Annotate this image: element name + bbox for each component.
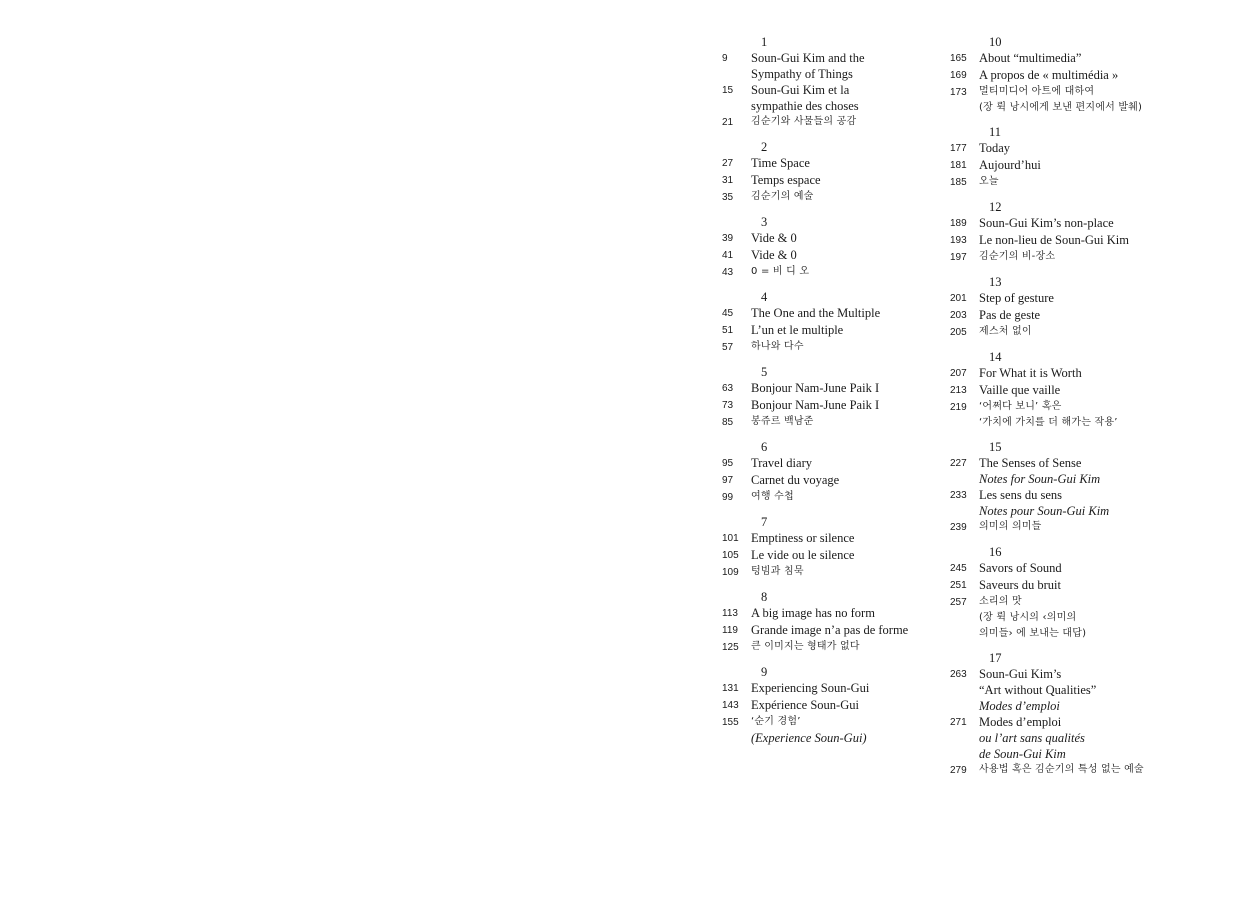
toc-section xyxy=(950,349,1244,431)
page-number: 279 xyxy=(950,765,967,776)
page-number: 73 xyxy=(722,400,734,411)
toc-entry[interactable] xyxy=(950,594,1244,642)
toc-entry[interactable] xyxy=(950,324,1244,341)
title-line: Vide & 0 xyxy=(751,248,797,262)
page-number: 125 xyxy=(722,642,739,653)
title-line: Bonjour Nam-June Paik I xyxy=(751,381,880,395)
entry-title xyxy=(979,249,1244,265)
title-line: ‘가치에 가치를 더 해가는 작용’ xyxy=(979,417,1118,428)
toc-entry[interactable] xyxy=(950,50,1244,67)
toc-entry[interactable] xyxy=(950,232,1244,249)
entry-title xyxy=(979,140,1244,156)
toc-entry[interactable] xyxy=(950,84,1244,116)
section-number: 15 xyxy=(989,440,1002,454)
page-number: 119 xyxy=(722,625,738,636)
section-number: 16 xyxy=(989,545,1002,559)
page-number: 27 xyxy=(722,158,734,169)
toc-entry[interactable] xyxy=(950,174,1244,191)
page-number: 39 xyxy=(722,233,734,244)
toc-entry[interactable] xyxy=(950,382,1244,399)
page-number: 109 xyxy=(722,567,739,578)
page-number: 51 xyxy=(722,325,734,336)
page-number: 227 xyxy=(950,458,967,469)
title-line: Modes d’emploi xyxy=(979,715,1062,729)
title-line: A propos de « multimédia » xyxy=(979,68,1119,82)
page-number: 251 xyxy=(950,580,967,591)
toc-entry[interactable] xyxy=(950,455,1244,487)
toc-entry[interactable] xyxy=(950,399,1244,431)
page-number: 155 xyxy=(722,717,739,728)
section-number: 1 xyxy=(761,35,768,49)
entry-title xyxy=(979,215,1244,231)
section-number: 6 xyxy=(761,440,768,454)
toc-section xyxy=(950,274,1244,341)
title-line: About “multimedia” xyxy=(979,51,1082,65)
page-number: 181 xyxy=(950,160,967,171)
title-line: The One and the Multiple xyxy=(751,306,881,320)
toc-entry[interactable] xyxy=(950,560,1244,577)
page-number: 97 xyxy=(722,475,734,486)
section-number: 8 xyxy=(761,590,768,604)
entry-title xyxy=(979,560,1244,576)
title-line: Le non-lieu de Soun-Gui Kim xyxy=(979,233,1129,247)
toc-entry[interactable] xyxy=(950,762,1244,779)
toc-entry[interactable] xyxy=(950,714,1244,762)
entry-title xyxy=(979,399,1244,431)
title-line: Carnet du voyage xyxy=(751,473,840,487)
title-line: Saveurs du bruit xyxy=(979,578,1061,592)
title-line: Soun-Gui Kim and the xyxy=(751,51,865,65)
section-number: 3 xyxy=(761,215,768,229)
toc-entry[interactable] xyxy=(950,157,1244,174)
toc-entry[interactable] xyxy=(950,519,1244,536)
entry-title xyxy=(979,67,1244,83)
page-number: 193 xyxy=(950,235,967,246)
page-number: 95 xyxy=(722,458,734,469)
page-number: 203 xyxy=(950,310,967,321)
section-number: 14 xyxy=(989,350,1002,364)
entry-title xyxy=(979,594,1244,642)
section-number: 10 xyxy=(989,35,1002,49)
title-line: A big image has no form xyxy=(751,606,875,620)
entry-title xyxy=(979,519,1244,535)
page-number: 43 xyxy=(722,267,734,278)
title-line: Experiencing Soun-Gui xyxy=(751,681,870,695)
page-number: 165 xyxy=(950,53,967,64)
toc-section xyxy=(950,439,1244,536)
title-line: Time Space xyxy=(751,156,810,170)
page-number: 201 xyxy=(950,293,967,304)
title-line: sympathie des choses xyxy=(751,99,859,113)
page-number: 15 xyxy=(722,85,734,96)
page-number: 213 xyxy=(950,385,967,396)
page-number: 9 xyxy=(722,53,728,64)
entry-title xyxy=(979,762,1244,778)
title-line: (Experience Soun-Gui) xyxy=(751,731,867,745)
section-number: 17 xyxy=(989,651,1002,665)
title-line: Pas de geste xyxy=(979,308,1041,322)
page-number: 113 xyxy=(722,608,738,619)
page-number: 245 xyxy=(950,563,967,574)
entry-title xyxy=(979,157,1244,173)
toc-entry[interactable] xyxy=(950,365,1244,382)
title-line: 봉쥬르 백남준 xyxy=(751,416,814,427)
title-line: Temps espace xyxy=(751,173,821,187)
toc-section xyxy=(950,650,1244,779)
page-number: 207 xyxy=(950,368,967,379)
toc-entry[interactable] xyxy=(950,215,1244,232)
section-number: 4 xyxy=(761,290,768,304)
page-number: 63 xyxy=(722,383,734,394)
title-line: Aujourd’hui xyxy=(979,158,1041,172)
toc-entry[interactable] xyxy=(950,140,1244,157)
entry-title xyxy=(979,455,1244,487)
toc-entry[interactable] xyxy=(950,666,1244,714)
title-line: 제스처 없이 xyxy=(979,326,1032,337)
title-line: Les sens du sens xyxy=(979,488,1062,502)
entry-title xyxy=(979,307,1244,323)
entry-title xyxy=(979,290,1244,306)
section-number: 12 xyxy=(989,200,1002,214)
page-number: 173 xyxy=(950,87,967,98)
page-number: 189 xyxy=(950,218,967,229)
page-number: 143 xyxy=(722,700,739,711)
toc-section xyxy=(950,34,1244,116)
title-line: de Soun-Gui Kim xyxy=(979,747,1066,761)
title-line: ‘순기 경험’ xyxy=(751,716,801,727)
section-number: 7 xyxy=(761,515,768,529)
entry-title xyxy=(979,714,1244,762)
toc-entry[interactable] xyxy=(950,487,1244,519)
title-line: (장 뤽 낭시에게 보낸 편지에서 발췌) xyxy=(979,102,1143,113)
page-number: 219 xyxy=(950,402,967,413)
title-line: 0 = 비 디 오 xyxy=(751,266,810,277)
toc-entry[interactable] xyxy=(950,290,1244,307)
toc-entry[interactable] xyxy=(950,249,1244,266)
page-number: 239 xyxy=(950,522,967,533)
section-number: 11 xyxy=(989,125,1002,139)
entry-title xyxy=(979,324,1244,340)
page-number: 31 xyxy=(722,175,734,186)
title-line: Travel diary xyxy=(751,456,812,470)
section-number: 13 xyxy=(989,275,1002,289)
page-number: 263 xyxy=(950,669,967,680)
title-line: (장 뤽 낭시의 ‹의미의 xyxy=(979,612,1077,623)
title-line: 의미의 의미들 xyxy=(979,521,1042,532)
entry-title xyxy=(979,365,1244,381)
title-line: 의미들› 에 보내는 대답) xyxy=(979,628,1087,639)
toc-section xyxy=(950,124,1244,191)
page-number: 197 xyxy=(950,252,967,263)
title-line: The Senses of Sense xyxy=(979,456,1082,470)
toc-section xyxy=(950,199,1244,266)
entry-title xyxy=(979,50,1244,66)
title-line: Le vide ou le silence xyxy=(751,548,855,562)
page-number: 177 xyxy=(950,143,967,154)
title-line: Emptiness or silence xyxy=(751,531,855,545)
title-line: Modes d’emploi xyxy=(979,699,1060,713)
title-line: Vaille que vaille xyxy=(979,383,1061,397)
title-line: ou l’art sans qualités xyxy=(979,731,1085,745)
page-number: 205 xyxy=(950,327,967,338)
title-line: For What it is Worth xyxy=(979,366,1082,380)
entry-title xyxy=(979,232,1244,248)
title-line: Today xyxy=(979,141,1011,155)
toc-entry[interactable] xyxy=(950,307,1244,324)
title-line: L’un et le multiple xyxy=(751,323,844,337)
title-line: 김순기의 비-장소 xyxy=(979,251,1056,262)
title-line: 여행 수첩 xyxy=(751,491,794,502)
toc-column-right xyxy=(950,34,1244,787)
title-line: Soun-Gui Kim’s non-place xyxy=(979,216,1114,230)
title-line: 김순기의 예술 xyxy=(751,191,814,202)
page-number: 85 xyxy=(722,417,734,428)
page-number: 101 xyxy=(722,533,739,544)
page-number: 169 xyxy=(950,70,967,81)
page-number: 45 xyxy=(722,308,734,319)
title-line: 큰 이미지는 형태가 없다 xyxy=(751,641,860,652)
page-number: 99 xyxy=(722,492,734,503)
entry-title xyxy=(979,174,1244,190)
title-line: Soun-Gui Kim et la xyxy=(751,83,850,97)
entry-title xyxy=(979,84,1244,116)
entry-title xyxy=(979,382,1244,398)
title-line: 사용법 혹은 김순기의 특성 없는 예술 xyxy=(979,764,1144,775)
title-line: “Art without Qualities” xyxy=(979,683,1097,697)
title-line: ‘어쩌다 보니’ 혹은 xyxy=(979,401,1062,412)
entry-title xyxy=(979,487,1244,519)
title-line: Bonjour Nam-June Paik I xyxy=(751,398,880,412)
title-line: Savors of Sound xyxy=(979,561,1062,575)
section-number: 9 xyxy=(761,665,768,679)
page-number: 41 xyxy=(722,250,734,261)
title-line: 멀티미디어 아트에 대하여 xyxy=(979,86,1095,97)
page-number: 271 xyxy=(950,717,967,728)
title-line: 텅빔과 침묵 xyxy=(751,566,804,577)
section-number: 2 xyxy=(761,140,768,154)
page-number: 105 xyxy=(722,550,739,561)
title-line: Grande image n’a pas de forme xyxy=(751,623,909,637)
page-number: 35 xyxy=(722,192,734,203)
title-line: Vide & 0 xyxy=(751,231,797,245)
title-line: 소리의 맛 xyxy=(979,596,1022,607)
page-number: 131 xyxy=(722,683,739,694)
section-number: 5 xyxy=(761,365,768,379)
title-line: 오늘 xyxy=(979,176,999,187)
entry-title xyxy=(979,577,1244,593)
title-line: Notes for Soun-Gui Kim xyxy=(979,472,1101,486)
title-line: Notes pour Soun-Gui Kim xyxy=(979,504,1110,518)
entry-title xyxy=(979,666,1244,714)
title-line: Expérience Soun-Gui xyxy=(751,698,859,712)
toc-entry[interactable] xyxy=(950,577,1244,594)
page-number: 233 xyxy=(950,490,967,501)
page-number: 21 xyxy=(722,117,734,128)
title-line: Sympathy of Things xyxy=(751,67,853,81)
page-number: 257 xyxy=(950,597,967,608)
page-number: 57 xyxy=(722,342,734,353)
title-line: 하나와 다수 xyxy=(751,341,804,352)
page-number: 185 xyxy=(950,177,967,188)
title-line: Soun-Gui Kim’s xyxy=(979,667,1062,681)
title-line: 김순기와 사물들의 공감 xyxy=(751,116,857,127)
title-line: Step of gesture xyxy=(979,291,1054,305)
toc-section xyxy=(950,544,1244,642)
toc-entry[interactable] xyxy=(950,67,1244,84)
